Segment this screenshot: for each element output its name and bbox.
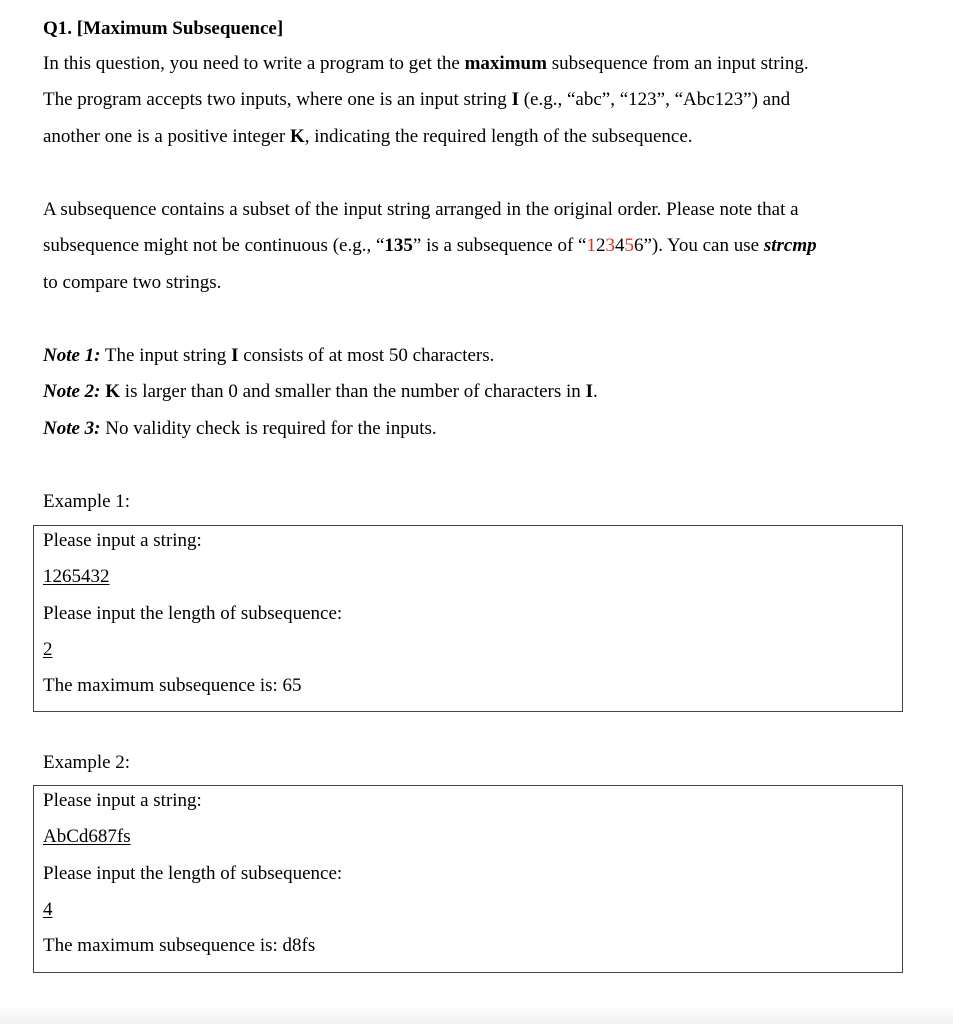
note-3: Note 3: No validity check is required for the inputs.: [43, 418, 437, 439]
example-1-label: Example 1:: [43, 491, 131, 512]
note-2: Note 2: K is larger than 0 and smaller than the number of characters in I.: [43, 381, 598, 402]
paragraph-1-line-1: In this question, you need to write a program to get the maximum subsequence from an input string.: [43, 53, 809, 74]
bottom-shadow: [0, 1006, 953, 1024]
example-2-input-length: 4: [43, 899, 53, 920]
strcmp-code: strcmp: [763, 235, 817, 256]
example-2-label: Example 2:: [43, 752, 131, 773]
paragraph-2-line-2: subsequence might not be continuous (e.g., “135” is a subsequence of “123456”). You can use strcmp: [43, 235, 817, 256]
paragraph-1-line-3: another one is a positive integer K, indicating the required length of the subsequence.: [43, 126, 693, 147]
note-1: Note 1: The input string I consists of at most 50 characters.: [43, 345, 495, 366]
example-2-box: [33, 785, 903, 973]
keyword-maximum: maximum: [464, 53, 547, 74]
paragraph-2-line-1: A subsequence contains a subset of the input string arranged in the original order. Please note that a: [43, 199, 799, 220]
paragraph-1-line-2: The program accepts two inputs, where one is an input string I (e.g., “abc”, “123”, “Abc123”) and: [43, 89, 791, 110]
example-1-prompt-length: Please input the length of subsequence:: [43, 603, 343, 624]
sequence-digit-1: 1: [586, 235, 596, 256]
example-2-input-string: AbCd687fs: [43, 826, 131, 847]
example-1-input-length: 2: [43, 639, 53, 660]
sequence-digit-2: 2: [595, 235, 606, 256]
keyword-I: I: [511, 89, 519, 110]
sequence-digit-4: 4: [614, 235, 625, 256]
example-1-prompt-string: Please input a string:: [43, 530, 202, 551]
example-2-prompt-length: Please input the length of subsequence:: [43, 863, 343, 884]
sequence-digit-5: 5: [624, 235, 634, 256]
example-2-prompt-string: Please input a string:: [43, 790, 202, 811]
example-1-result: The maximum subsequence is: 65: [43, 675, 302, 696]
paragraph-2-line-3: to compare two strings.: [43, 272, 222, 293]
example-1-input-string: 1265432: [43, 566, 110, 587]
example-1-box: [33, 525, 903, 712]
subsequence-example: 135: [384, 235, 413, 256]
sequence-digit-6: 6: [633, 235, 644, 256]
keyword-K: K: [289, 126, 305, 147]
example-2-result: The maximum subsequence is: d8fs: [43, 935, 316, 956]
question-title: Q1. [Maximum Subsequence]: [43, 18, 284, 39]
sequence-digit-3: 3: [605, 235, 615, 256]
